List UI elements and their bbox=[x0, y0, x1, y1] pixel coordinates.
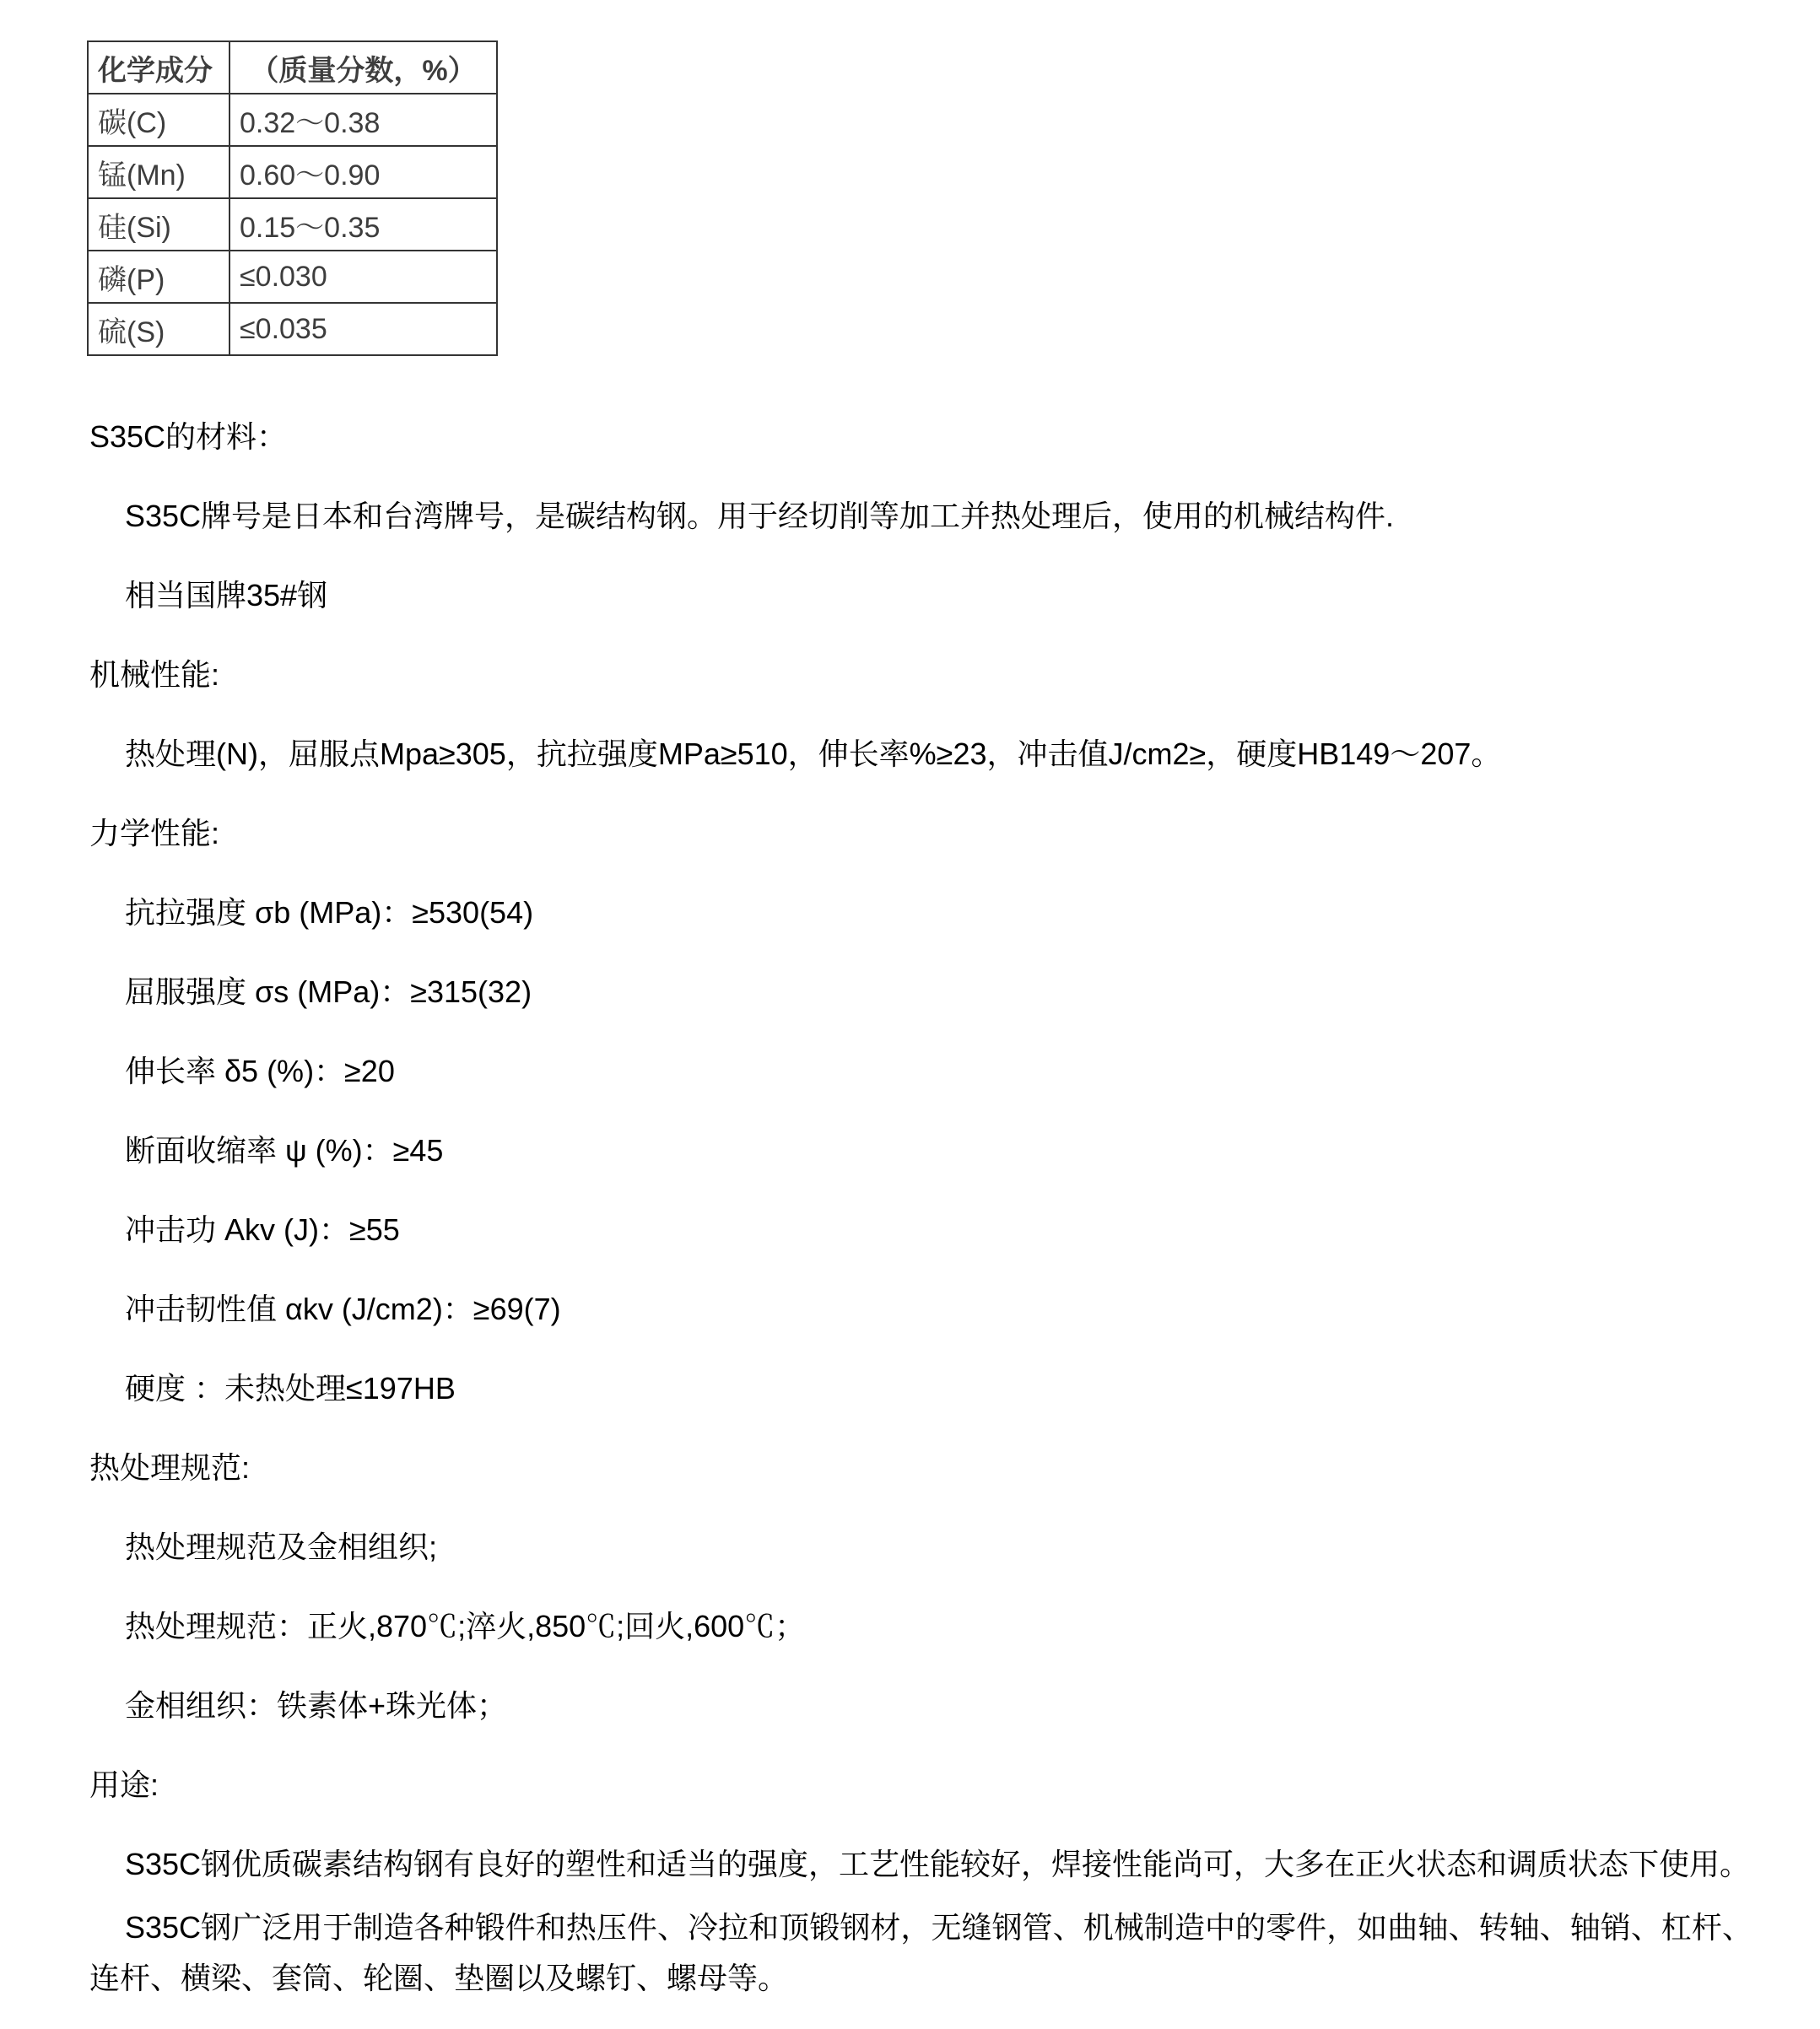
impact-toughness-line: 冲击韧性值 αkv (J/cm2)：≥69(7) bbox=[125, 1292, 561, 1326]
table-cell-value: 0.60～0.90 bbox=[230, 146, 497, 198]
table-row-silicon bbox=[88, 198, 497, 251]
usage-paragraph-1: S35C钢优质碳素结构钢有良好的塑性和适当的强度，工艺性能较好，焊接性能尚可，大多在正火状态和调质状态下使用。 bbox=[125, 1847, 1751, 1881]
table-row-manganese bbox=[88, 146, 497, 198]
mechanical-properties-heading: 机械性能: bbox=[89, 657, 220, 692]
mechanical-properties-line: 热处理(N)，屈服点Mpa≥305，抗拉强度MPa≥510，伸长率%≥23，冲击值J/cm2≥，硬度HB149～207。 bbox=[125, 737, 1502, 771]
table-cell-value: 0.15～0.35 bbox=[230, 198, 497, 251]
table-cell-value: ≤0.030 bbox=[230, 251, 497, 303]
metallographic-structure-line: 金相组织：铁素体+珠光体； bbox=[125, 1688, 508, 1723]
impact-energy-line: 冲击功 Akv (J)：≥55 bbox=[125, 1212, 400, 1247]
table-row-phosphorus bbox=[88, 251, 497, 303]
table-row-sulfur bbox=[88, 303, 497, 355]
table-cell-element: 碳(C) bbox=[88, 94, 230, 146]
usage-heading: 用途: bbox=[89, 1767, 159, 1802]
elongation-line: 伸长率 δ5 (%)：≥20 bbox=[125, 1054, 395, 1088]
table-cell-value: ≤0.035 bbox=[230, 303, 497, 355]
table-cell-element: 硅(Si) bbox=[88, 198, 230, 251]
table-header-row bbox=[88, 41, 497, 94]
table-cell-value: 0.32～0.38 bbox=[230, 94, 497, 146]
strength-properties-heading: 力学性能: bbox=[89, 816, 220, 850]
area-reduction-line: 断面收缩率 ψ (%)：≥45 bbox=[125, 1133, 444, 1168]
material-heading: S35C的材料： bbox=[89, 419, 288, 454]
material-description: S35C牌号是日本和台湾牌号，是碳结构钢。用于经切削等加工并热处理后，使用的机械结构件. bbox=[125, 499, 1395, 533]
heat-treatment-heading: 热处理规范: bbox=[89, 1450, 251, 1485]
table-row-carbon bbox=[88, 94, 497, 146]
table-cell-element: 磷(P) bbox=[88, 251, 230, 303]
usage-paragraph-2: S35C钢广泛用于制造各种锻件和热压件、冷拉和顶锻钢材，无缝钢管、机械制造中的零件，如曲轴、转轴、轴销、杠杆、连杆、横梁、套筒、轮圈、垫圈以及螺钉、螺母等。 bbox=[89, 1910, 1752, 1995]
table-header-element: 化学成分 bbox=[88, 41, 230, 94]
heat-treatment-line1: 热处理规范及金相组织; bbox=[125, 1530, 438, 1564]
heat-treatment-line2: 热处理规范：正火,870℃;淬火,850℃;回火,600℃； bbox=[125, 1609, 806, 1643]
hardness-line: 硬度 ：未热处理≤197HB bbox=[125, 1371, 456, 1406]
chemical-composition-table bbox=[87, 40, 498, 356]
table-cell-element: 硫(S) bbox=[88, 303, 230, 355]
material-equivalent: 相当国牌35#钢 bbox=[125, 578, 328, 612]
yield-strength-line: 屈服强度 σs (MPa)：≥315(32) bbox=[125, 974, 532, 1009]
table-header-mass-fraction: （质量分数，%） bbox=[230, 41, 497, 94]
table-cell-element: 锰(Mn) bbox=[88, 146, 230, 198]
tensile-strength-line: 抗拉强度 σb (MPa)：≥530(54) bbox=[125, 895, 534, 930]
